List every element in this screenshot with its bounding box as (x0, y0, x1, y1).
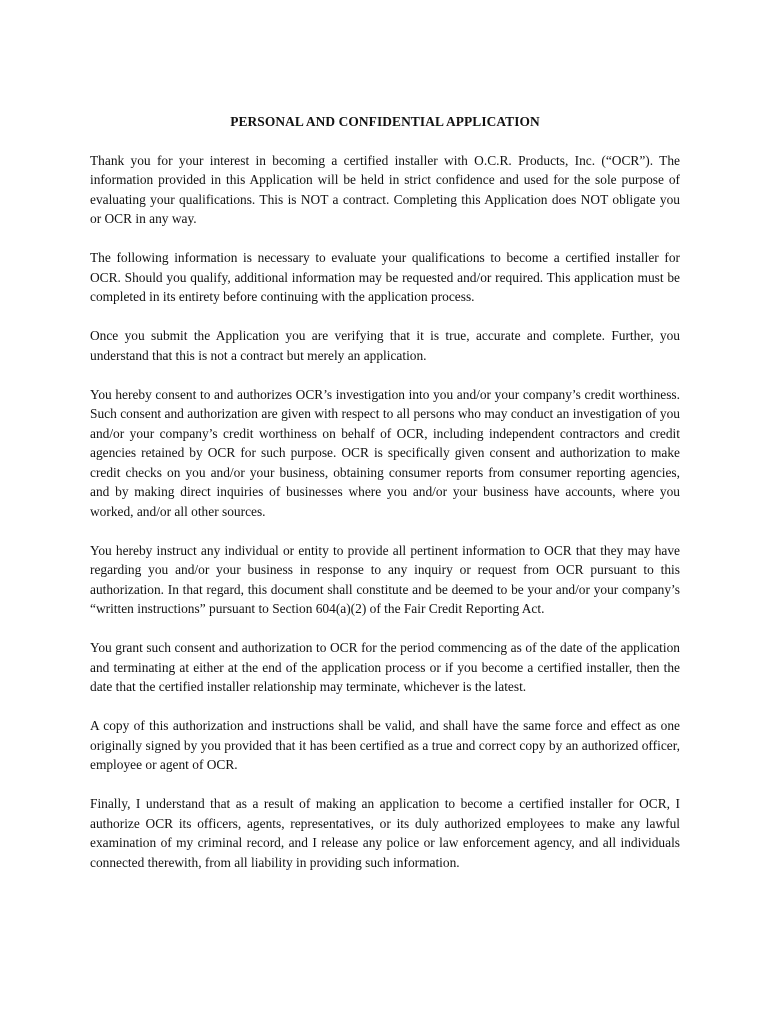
document-page (90, 112, 680, 892)
document-title: PERSONAL AND CONFIDENTIAL APPLICATION (230, 114, 540, 129)
paragraph-introduction: Thank you for your interest in becoming a certified installer with O.C.R. Products, Inc. (“OCR”). The information provided in this Application will be held in strict confidence and used for the sole purpose of evaluating your qualifications. This is NOT a contract. Completing this Application does NOT obligate you or OCR in any way. (90, 152, 680, 226)
paragraph-qualification-info: The following information is necessary to evaluate your qualifications to become a certified installer for OCR. Should you qualify, additional information may be requested and/or required. This application must be completed in its entirety before continuing with the application process. (90, 250, 680, 304)
paragraph-copy-validity: A copy of this authorization and instructions shall be valid, and shall have the same force and effect as one originally signed by you provided that it has been certified as a true and correct copy by an authorized officer, employee or agent of OCR. (90, 718, 680, 772)
paragraph-instruction: You hereby instruct any individual or entity to provide all pertinent information to OCR that they may have regarding you and/or your business in response to any inquiry or request from OCR pursuant to this authorization. In that regard, this document shall constitute and be deemed to be your and/or your company’s “written instructions” pursuant to Section 604(a)(2) of the Fair Credit Reporting Act. (90, 542, 680, 616)
paragraph-authorization-period: You grant such consent and authorization to OCR for the period commencing as of the date of the application and terminating at either at the end of the application process or if you become a certified installer, then the date that the certified installer relationship may terminate, whichever is the latest. (90, 640, 680, 694)
paragraph-credit-consent: You hereby consent to and authorizes OCR’s investigation into you and/or your company’s credit worthiness. Such consent and authorization are given with respect to all persons who may conduct an investigation of you and/or your company’s credit worthiness on behalf of OCR, including independent contractors and credit agencies retained by OCR for such purpose. OCR is specifically given consent and authorization to make credit checks on you and/or your business, obtaining consumer reports from consumer reporting agencies, and by making direct inquiries of businesses where you and/or your business have accounts, where you worked, and/or all other sources. (90, 386, 680, 519)
paragraph-criminal-record: Finally, I understand that as a result of making an application to become a certified installer for OCR, I authorize OCR its officers, agents, representatives, or its duly authorized employees to make any lawful examination of my criminal record, and I release any police or law enforcement agency, and all individuals connected therewith, from all liability in providing such information. (90, 796, 680, 870)
paragraph-verification: Once you submit the Application you are verifying that it is true, accurate and complete. Further, you understand that this is not a contract but merely an application. (90, 328, 680, 363)
